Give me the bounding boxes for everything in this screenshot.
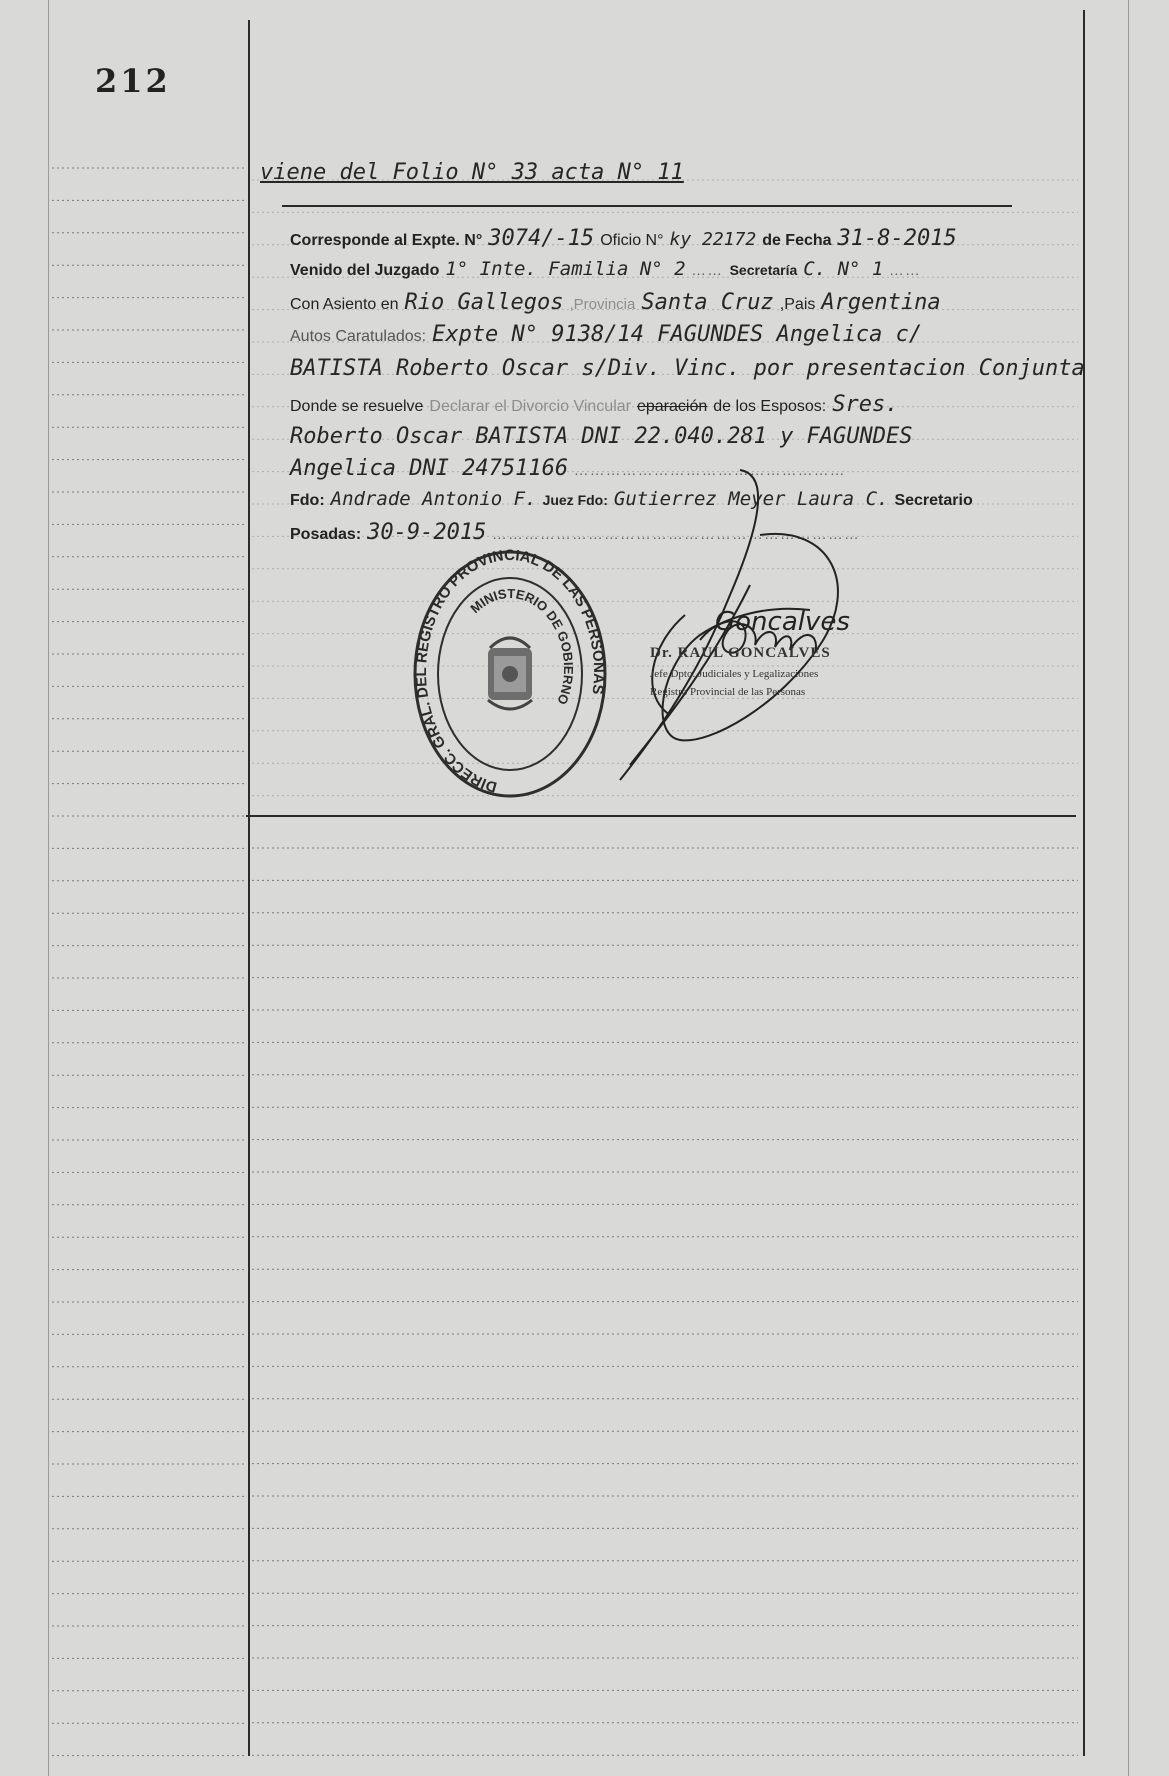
expte-row: [290, 226, 957, 251]
pais-value: Argentina: [821, 290, 941, 315]
margin-line-left: [248, 20, 250, 1756]
oficio-value: ky 22172: [669, 229, 757, 250]
section-divider: [246, 815, 1076, 817]
oficio-label: Oficio N°: [600, 232, 664, 249]
signer-title-1: Jefe Dpto. Judiciales y Legalizaciones: [650, 668, 819, 680]
signature-text: Goncalves: [715, 607, 850, 637]
pais-label: ,Pais: [779, 296, 816, 313]
stamp-outer-text: DIRECC. GRAL. DEL REGISTRO PROVINCIAL DE LAS PERSONAS: [413, 548, 608, 796]
signer-title-2: Registro Provincial de las Personas: [650, 686, 806, 698]
spouse-line-2: Angelica DNI 24751166: [290, 456, 569, 481]
posadas-label: Posadas:: [290, 526, 362, 543]
official-stamp: [410, 548, 610, 800]
outer-line-left: [48, 0, 49, 1776]
juez-value: Andrade Antonio F.: [330, 488, 537, 510]
spouse-line-1: Roberto Oscar BATISTA DNI 22.040.281 y FAGUNDES: [290, 424, 913, 449]
fecha-value: 31-8-2015: [837, 226, 957, 251]
secretario-label: Secretario: [894, 492, 973, 509]
asiento-row: [290, 290, 941, 315]
provincia-value: Santa Cruz: [641, 290, 774, 315]
separacion-struck: eparación: [636, 398, 708, 415]
fecha-label: de Fecha: [762, 232, 832, 249]
expte-label: Corresponde al Expte. N°: [290, 232, 483, 249]
dots: ……………………………………………: [574, 464, 847, 479]
outer-line-right: [1128, 0, 1129, 1776]
asiento-label: Con Asiento en: [290, 296, 399, 313]
page-number: 212: [95, 62, 171, 100]
autos-line-1: Expte N° 9138/14 FAGUNDES Angelica c/: [432, 322, 923, 347]
juez-label: Juez Fdo:: [542, 492, 608, 508]
secretaria-value: C. N° 1: [803, 258, 884, 280]
resuelve-faded: Declarar el Divorcio Vincular: [429, 398, 631, 415]
provincia-label: ,Provincia: [569, 296, 636, 313]
resuelve-label: Donde se resuelve: [290, 398, 424, 415]
secretario-value: Gutierrez Meyer Laura C.: [613, 488, 889, 510]
autos-label: Autos Caratulados:: [290, 328, 427, 345]
esposos-value: Sres.: [832, 392, 899, 417]
fdo-label: Fdo:: [290, 492, 325, 509]
spouse-row-1: [290, 424, 913, 449]
autos-row: [290, 322, 922, 347]
signer-name: Dr. RAUL GONCALVES: [650, 645, 831, 661]
resuelve-row: [290, 392, 898, 417]
dots: ……: [889, 264, 922, 279]
handwritten-signature: [610, 465, 870, 790]
juzgado-label: Venido del Juzgado: [290, 262, 440, 279]
expte-value: 3074/-15: [488, 226, 595, 251]
coat-of-arms-icon: [488, 638, 532, 709]
dots: ……: [691, 264, 724, 279]
secretaria-label: Secretaría: [729, 262, 798, 278]
posadas-value: 30-9-2015: [367, 520, 487, 545]
dots: ……………………………………………………………: [492, 528, 861, 543]
margin-line-right: [1083, 10, 1085, 1756]
autos-row-2: [290, 356, 1085, 381]
autos-line-2: BATISTA Roberto Oscar s/Div. Vinc. por presentacion Conjunta: [290, 356, 1085, 381]
header-note: viene del Folio N° 33 acta N° 11: [260, 160, 684, 185]
header-rule: [282, 205, 1012, 207]
esposos-label: de los Esposos:: [713, 398, 827, 415]
signer-block: [650, 645, 880, 698]
asiento-value: Rio Gallegos: [404, 290, 564, 315]
juzgado-value: 1° Inte. Familia N° 2: [445, 258, 686, 280]
stamp-inner-text: MINISTERIO DE GOBIERNO: [467, 585, 577, 707]
juzgado-row: [290, 258, 921, 280]
